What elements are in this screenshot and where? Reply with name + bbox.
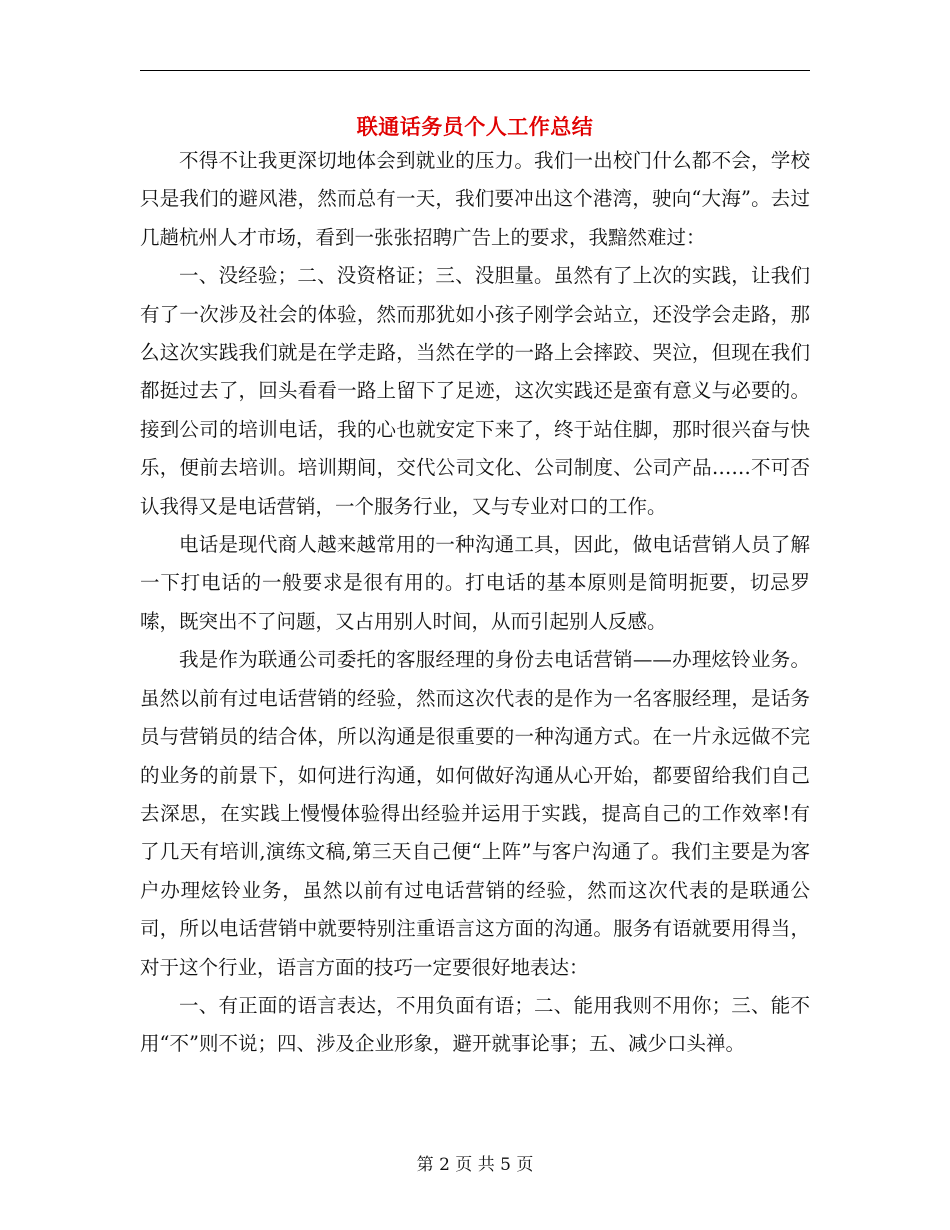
paragraph-1: 不得不让我更深切地体会到就业的压力。我们一出校门什么都不会，学校只是我们的避风港，然而总有一天，我们要冲出这个港湾，驶向“大海”。去过几趟杭州人才市场，看到一张张招聘广告上的要求，我黯然难过： bbox=[140, 149, 810, 249]
paragraph-5: 一、有正面的语言表达，不用负面有语；二、能用我则不用你；三、能不用“不”则不说；四、涉及企业形象，避开就事论事；五、减少口头禅。 bbox=[140, 993, 810, 1056]
paragraph-2: 一、没经验；二、没资格证；三、没胆量。虽然有了上次的实践，让我们有了一次涉及社会的体验，然而那犹如小孩子刚学会站立，还没学会走路，那么这次实践我们就是在学走路，当然在学的一路上会摔跤、哭泣，但现在我们都挺过去了，回头看看一路上留下了足迹，这次实践还是蛮有意义与必要的。接到公司的培训电话，我的心也就安定下来了，终于站住脚，那时很兴奋与快乐，便前去培训。培训期间，交代公司文化、公司制度、公司产品……不可否认我得又是电话营销，一个服务行业，又与专业对口的工作。 bbox=[140, 264, 810, 518]
paragraph-4: 我是作为联通公司委托的客服经理的身份去电话营销——办理炫铃业务。虽然以前有过电话营销的经验，然而这次代表的是作为一名客服经理，是话务员与营销员的结合体，所以沟通是很重要的一种沟通方式。在一片永远做不完的业务的前景下，如何进行沟通，如何做好沟通从心开始，都要留给我们自己去深思，在实践上慢慢体验得出经验并运用于实践，提高自己的工作效率!有了几天有培训,演练文稿,第三天自己便“上阵”与客户沟通了。我们主要是为客户办理炫铃业务，虽然以前有过电话营销的经验，然而这次代表的是联通公司，所以电话营销中就要特别注重语言这方面的沟通。服务有语就要用得当，对于这个行业，语言方面的技巧一定要很好地表达： bbox=[140, 648, 810, 979]
page-number: 第 2 页 共 5 页 bbox=[416, 1155, 534, 1175]
document-body bbox=[140, 142, 810, 1064]
header-rule bbox=[140, 70, 810, 71]
paragraph-3: 电话是现代商人越来越常用的一种沟通工具，因此，做电话营销人员了解一下打电话的一般要求是很有用的。打电话的基本原则是简明扼要，切忌罗嗦，既突出不了问题，又占用别人时间，从而引起别人反感。 bbox=[140, 533, 810, 633]
document-title: 联通话务员个人工作总结 bbox=[356, 114, 594, 139]
